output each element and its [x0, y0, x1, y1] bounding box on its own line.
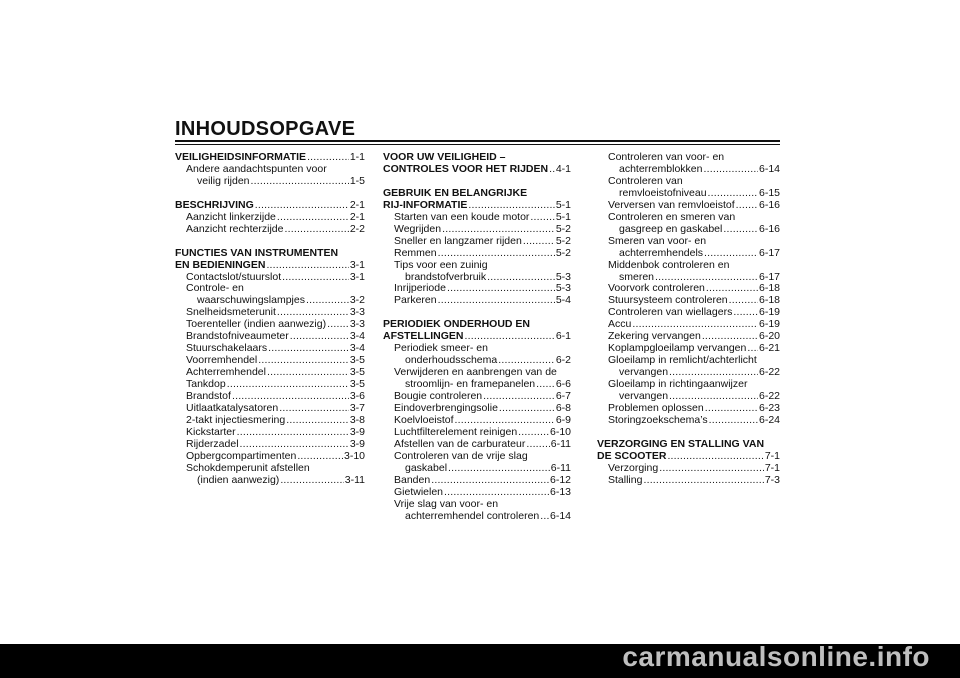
page-title: INHOUDSOPGAVE [175, 118, 356, 140]
toc-entry-title: Zekering vervangen [608, 330, 701, 343]
toc-entry-title: Tips voor een zuinig [394, 258, 488, 271]
toc-entry-title: PERIODIEK ONDERHOUD EN [383, 318, 531, 331]
toc-section-heading[interactable] [175, 260, 365, 272]
toc-page-number: 6-10 [549, 425, 571, 438]
toc-column-1 [175, 152, 365, 487]
toc-entry[interactable] [383, 511, 571, 523]
toc-page-number: 6-18 [758, 294, 780, 307]
dot-leader [431, 475, 549, 487]
toc-entry-title: gasgreep en gaskabel [619, 222, 723, 235]
dot-leader [667, 451, 763, 463]
dot-leader [523, 236, 555, 248]
toc-entry-title: Afstellen van de carburateur [394, 437, 526, 450]
toc-page-number: 3-2 [349, 294, 365, 307]
toc-page-number: 6-22 [758, 390, 780, 403]
toc-entry[interactable] [175, 212, 365, 224]
toc-entry-title: AFSTELLINGEN [383, 330, 464, 343]
section-gap [175, 188, 365, 200]
dot-leader [487, 272, 555, 284]
toc-page-number: 3-5 [349, 354, 365, 367]
toc-page-number: 4-1 [555, 162, 571, 175]
toc-page-number: 6-8 [555, 401, 571, 414]
toc-entry[interactable] [175, 475, 365, 487]
toc-entry-title: waarschuwingslampjes [197, 294, 305, 307]
toc-page-number: 6-15 [758, 186, 780, 199]
toc-entry-title: Verzorging [608, 461, 659, 474]
toc-section-heading[interactable] [597, 451, 780, 463]
toc-page-number: 3-4 [349, 330, 365, 343]
toc-entry-title: Brandstofniveaumeter [186, 330, 289, 343]
toc-entry-title: Voorremhendel [186, 354, 258, 367]
toc-entry-title: Achterremhendel [186, 366, 266, 379]
toc-entry-title: Controleren van wiellagers [608, 306, 733, 319]
dot-leader [327, 319, 349, 331]
toc-entry-title: Contactslot/stuurslot [186, 270, 282, 283]
toc-page-number: 3-3 [349, 306, 365, 319]
toc-entry-title: RIJ-INFORMATIE [383, 198, 468, 211]
dot-leader [705, 403, 758, 415]
toc-page-number: 5-2 [555, 234, 571, 247]
toc-page-number: 3-7 [349, 401, 365, 414]
toc-entry-title: (indien aanwezig) [197, 473, 280, 486]
toc-entry-title: Bougie controleren [394, 390, 483, 403]
toc-entry-title: Controleren van de vrije slag [394, 449, 528, 462]
dot-leader [251, 176, 349, 188]
toc-page-number: 5-3 [555, 270, 571, 283]
toc-entry-title: Luchtfilterelement reinigen [394, 425, 518, 438]
toc-entry-title: Gietwielen [394, 485, 444, 498]
toc-entry [383, 260, 571, 272]
toc-page-number: 6-17 [758, 246, 780, 259]
toc-page-number: 3-11 [344, 473, 365, 486]
toc-entry-title: Eindoverbrengingsolie [394, 401, 498, 414]
toc-entry-title: GEBRUIK EN BELANGRIJKE [383, 186, 528, 199]
toc-entry[interactable] [383, 295, 571, 307]
toc-page-number: 6-19 [758, 306, 780, 319]
toc-page-number: 6-23 [758, 402, 780, 415]
dot-leader [643, 475, 763, 487]
toc-page-number: 3-3 [349, 318, 365, 331]
toc-entry-title: Stuurschakelaars [186, 342, 268, 355]
toc-entry[interactable] [175, 439, 365, 451]
toc-entry-title: vervangen [619, 366, 669, 379]
toc-page-number: 6-22 [758, 366, 780, 379]
toc-page-number: 6-12 [549, 473, 571, 486]
toc-page-number: 3-5 [349, 366, 365, 379]
toc-section-heading [383, 188, 571, 200]
toc-entry-title: Sneller en langzamer rijden [394, 234, 522, 247]
toc-page-number: 7-3 [764, 473, 780, 486]
toc-entry [175, 463, 365, 475]
toc-entry-title: Uitlaatkatalysatoren [186, 401, 279, 414]
dot-leader [526, 439, 549, 451]
toc-page-number: 3-4 [349, 342, 365, 355]
toc-page-number: 6-19 [758, 318, 780, 331]
toc-entry-title: Parkeren [394, 294, 437, 307]
dot-leader [709, 415, 758, 427]
toc-entry-title: Kickstarter [186, 425, 236, 438]
toc-entry-title: VERZORGING EN STALLING VAN [597, 437, 765, 450]
toc-page-number: 6-16 [758, 222, 780, 235]
toc-page-number: 6-9 [555, 413, 571, 426]
toc-entry-title: Verversen van remvloeistof [608, 198, 735, 211]
toc-entry[interactable] [597, 475, 780, 487]
toc-entry-title: Smeren van voor- en [608, 234, 707, 247]
toc-page-number: 6-7 [555, 390, 571, 403]
toc-page-number: 2-2 [349, 222, 365, 235]
toc-page-number: 6-2 [555, 354, 571, 367]
dot-leader [267, 367, 349, 379]
toc-page-number: 5-2 [555, 246, 571, 259]
toc-page-number: 6-1 [555, 330, 571, 343]
toc-entry-title: Controleren van voor- en [608, 151, 725, 163]
toc-entry [383, 499, 571, 511]
dot-leader [240, 439, 349, 451]
dot-leader [468, 200, 554, 212]
toc-entry[interactable] [383, 475, 571, 487]
toc-page-number: 5-1 [555, 210, 571, 223]
toc-entry-title: veilig rijden [197, 174, 250, 187]
toc-page-number: 5-1 [555, 198, 571, 211]
toc-entry-title: Accu [608, 318, 632, 331]
toc-page-number: 6-11 [550, 461, 571, 474]
toc-page-number: 3-8 [349, 413, 365, 426]
toc-entry-title: Controleren van [608, 174, 683, 187]
title-rule-thin [175, 144, 780, 145]
toc-section-heading[interactable] [175, 200, 365, 212]
toc-entry-title: Snelheidsmeterunit [186, 306, 276, 319]
dot-leader [227, 379, 349, 391]
toc-entry-title: Starten van een koude motor [394, 210, 530, 223]
toc-entry-title: Toerenteller (indien aanwezig) [186, 318, 327, 331]
toc-page-number: 3-5 [349, 378, 365, 391]
toc-entry-title: smeren [619, 270, 655, 283]
toc-entry-title: Controleren en smeren van [608, 210, 736, 223]
toc-entry-title: Koplampgloeilamp vervangen [608, 342, 747, 355]
toc-entry[interactable] [383, 212, 571, 224]
toc-entry-title: CONTROLES VOOR HET RIJDEN [383, 162, 549, 175]
dot-leader [536, 379, 555, 391]
toc-page-number: 3-1 [349, 270, 365, 283]
dot-leader [237, 427, 349, 439]
watermark: carmanualsonline.info [622, 641, 930, 672]
toc-entry-title: Rijderzadel [186, 437, 239, 450]
toc-page-number: 5-2 [555, 222, 571, 235]
toc-entry-title: Vrije slag van voor- en [394, 497, 499, 510]
toc-entry [597, 212, 780, 224]
dot-leader [266, 260, 348, 272]
toc-page-number: 7-1 [764, 461, 780, 474]
dot-leader [733, 307, 758, 319]
dot-leader [499, 403, 555, 415]
toc-entry[interactable] [597, 415, 780, 427]
dot-leader [306, 295, 349, 307]
toc-entry-title: Wegrijden [394, 222, 442, 235]
toc-page-number: 1-1 [349, 151, 365, 163]
dot-leader [255, 200, 349, 212]
toc-entry-title: Gloeilamp in richtingaanwijzer [608, 378, 748, 391]
toc-entry[interactable] [597, 463, 780, 475]
toc-page-number: 6-18 [758, 282, 780, 295]
toc-entry [383, 451, 571, 463]
toc-entry[interactable] [175, 224, 365, 236]
toc-page-number: 6-14 [549, 509, 571, 522]
toc-entry-title: FUNCTIES VAN INSTRUMENTEN [175, 246, 339, 259]
toc-entry[interactable] [383, 236, 571, 248]
toc-page-number: 6-17 [758, 270, 780, 283]
toc-page-number: 5-3 [555, 282, 571, 295]
toc-page-number: 6-11 [550, 437, 571, 450]
toc-entry-title: Schokdemperunit afstellen [186, 461, 310, 474]
dot-leader [723, 224, 758, 236]
dot-leader [729, 295, 758, 307]
toc-entry-title: VOOR UW VEILIGHEID – [383, 151, 506, 163]
toc-entry [597, 260, 780, 272]
toc-page-number: 6-16 [758, 198, 780, 211]
toc-entry-title: Stalling [608, 473, 643, 486]
toc-column-3 [597, 152, 780, 487]
toc-page-number: 6-14 [758, 162, 780, 175]
dot-leader [290, 331, 349, 343]
dot-leader [277, 212, 349, 224]
dot-leader [448, 463, 550, 475]
dot-leader [286, 415, 349, 427]
toc-page-number: 3-1 [349, 258, 365, 271]
dot-leader [659, 463, 764, 475]
toc-entry-title: Inrijperiode [394, 282, 446, 295]
toc-entry[interactable] [383, 463, 571, 475]
dot-leader [258, 355, 349, 367]
toc-page-number: 6-20 [758, 330, 780, 343]
toc-entry-title: gaskabel [405, 461, 448, 474]
toc-entry-title: vervangen [619, 390, 669, 403]
toc-entry-title: 2-takt injectiesmering [186, 413, 286, 426]
toc-entry-title: achterremhendels [619, 246, 704, 259]
dot-leader [549, 164, 555, 176]
dot-leader [540, 511, 549, 523]
toc-entry-title: achterremhendel controleren [405, 509, 540, 522]
toc-page-number: 3-6 [349, 390, 365, 403]
title-rule-thick [175, 140, 780, 142]
toc-entry-title: Tankdop [186, 378, 226, 391]
toc-entry-title: Middenbok controleren en [608, 258, 730, 271]
dot-leader [279, 403, 349, 415]
dot-leader [447, 283, 555, 295]
toc-entry-title: Remmen [394, 246, 437, 259]
toc-entry-title: Opbergcompartimenten [186, 449, 297, 462]
toc-entry [597, 236, 780, 248]
toc-section-heading[interactable] [383, 200, 571, 212]
dot-leader [284, 224, 348, 236]
toc-entry-title: remvloeistofniveau [619, 186, 707, 199]
dot-leader [442, 224, 555, 236]
toc-entry-title: achterremblokken [619, 162, 703, 175]
toc-page-number: 3-10 [343, 449, 365, 462]
toc-page-number: 6-13 [549, 485, 571, 498]
dot-leader [280, 475, 343, 487]
toc-entry-title: onderhoudsschema [405, 354, 498, 367]
toc-entry-title: EN BEDIENINGEN [175, 258, 266, 271]
toc-page-number: 3-9 [349, 437, 365, 450]
toc-section-heading [175, 248, 365, 260]
toc-section-heading[interactable] [383, 164, 571, 176]
toc-entry-title: Periodiek smeer- en [394, 342, 488, 355]
toc-column-2 [383, 152, 571, 523]
dot-leader [703, 164, 758, 176]
toc-page-number: 2-1 [349, 210, 365, 223]
toc-entry-title: Controle- en [186, 282, 244, 295]
toc-page-number: 2-1 [349, 198, 365, 211]
dot-leader [438, 295, 555, 307]
toc-page-number: 6-24 [758, 413, 780, 426]
toc-entry-title: BESCHRIJVING [175, 198, 254, 211]
toc-page-number: 5-4 [555, 294, 571, 307]
dot-leader [282, 272, 349, 284]
toc-entry[interactable] [175, 176, 365, 188]
toc-entry-title: Stuursysteem controleren [608, 294, 728, 307]
toc-entry-title: VEILIGHEIDSINFORMATIE [175, 151, 307, 163]
toc-entry-title: Banden [394, 473, 431, 486]
toc-entry-title: brandstofverbruik [405, 270, 487, 283]
toc-entry-title: Voorvork controleren [608, 282, 705, 295]
toc-entry-title: Brandstof [186, 390, 231, 403]
toc-entry-title: Koelvloeistof [394, 413, 454, 426]
dot-leader [268, 343, 349, 355]
toc-entry-title: Problemen oplossen [608, 402, 704, 415]
toc-page-number: 3-9 [349, 425, 365, 438]
toc-entry-title: Storingzoekschema’s [608, 413, 708, 426]
toc-entry-title: Gloeilamp in remlicht/achterlicht [608, 354, 757, 367]
toc-entry-title: stroomlijn- en framepanelen [405, 378, 536, 391]
toc-page-number: 1-5 [349, 174, 365, 187]
dot-leader [736, 200, 758, 212]
toc-entry-title: Aanzicht rechterzijde [186, 222, 284, 235]
toc-entry-title: Andere aandachtspunten voor [186, 162, 327, 175]
toc-entry-title: Verwijderen en aanbrengen van de [394, 366, 557, 379]
toc-page-number: 7-1 [764, 449, 780, 462]
toc-page-number: 6-6 [555, 378, 571, 391]
toc-page-number: 6-21 [758, 342, 780, 355]
dot-leader [530, 212, 554, 224]
toc-entry-title: Aanzicht linkerzijde [186, 210, 276, 223]
toc-entry-title: DE SCOOTER [597, 449, 667, 462]
toc-entry[interactable] [383, 224, 571, 236]
